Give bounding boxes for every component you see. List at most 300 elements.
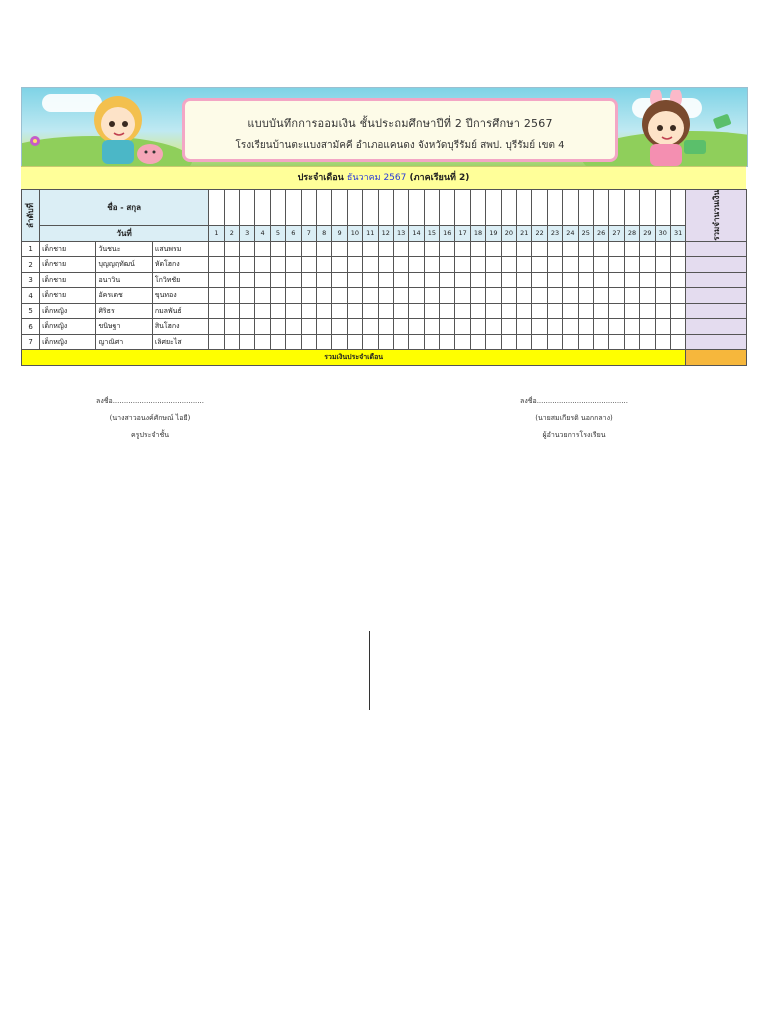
day-header-blank bbox=[624, 190, 639, 226]
deposit-cell[interactable] bbox=[640, 319, 655, 335]
deposit-cell[interactable] bbox=[547, 272, 562, 288]
deposit-cell[interactable] bbox=[286, 272, 301, 288]
deposit-cell[interactable] bbox=[332, 241, 347, 257]
deposit-cell[interactable] bbox=[332, 288, 347, 304]
deposit-cell[interactable] bbox=[440, 257, 455, 273]
day-header-blank bbox=[640, 190, 655, 226]
day-header-blank bbox=[301, 190, 316, 226]
deposit-cell[interactable] bbox=[224, 288, 239, 304]
deposit-cell[interactable] bbox=[440, 319, 455, 335]
monthly-sum-label: รวมเงินประจำเดือน bbox=[22, 350, 686, 366]
day-number: 20 bbox=[501, 226, 516, 242]
deposit-cell[interactable] bbox=[486, 303, 501, 319]
deposit-cell[interactable] bbox=[532, 272, 547, 288]
deposit-cell[interactable] bbox=[286, 257, 301, 273]
deposit-cell[interactable] bbox=[270, 272, 285, 288]
row-total-cell[interactable] bbox=[686, 303, 747, 319]
deposit-cell[interactable] bbox=[255, 241, 270, 257]
deposit-cell[interactable] bbox=[624, 288, 639, 304]
deposit-cell[interactable] bbox=[486, 272, 501, 288]
deposit-cell[interactable] bbox=[393, 319, 408, 335]
deposit-cell[interactable] bbox=[363, 303, 378, 319]
deposit-cell[interactable] bbox=[316, 288, 331, 304]
deposit-cell[interactable] bbox=[347, 319, 362, 335]
deposit-cell[interactable] bbox=[563, 334, 578, 350]
deposit-cell[interactable] bbox=[255, 303, 270, 319]
deposit-cell[interactable] bbox=[624, 272, 639, 288]
deposit-cell[interactable] bbox=[209, 257, 224, 273]
signature-left bbox=[90, 393, 210, 444]
student-last-name: โกวิทชัย bbox=[152, 272, 208, 288]
day-number: 11 bbox=[363, 226, 378, 242]
day-header-blank bbox=[224, 190, 239, 226]
deposit-cell[interactable] bbox=[547, 334, 562, 350]
deposit-cell[interactable] bbox=[440, 334, 455, 350]
deposit-cell[interactable] bbox=[270, 257, 285, 273]
day-number: 13 bbox=[393, 226, 408, 242]
day-number: 8 bbox=[316, 226, 331, 242]
deposit-cell[interactable] bbox=[609, 288, 624, 304]
deposit-cell[interactable] bbox=[209, 303, 224, 319]
deposit-cell[interactable] bbox=[593, 257, 608, 273]
deposit-cell[interactable] bbox=[640, 334, 655, 350]
day-number: 16 bbox=[440, 226, 455, 242]
deposit-cell[interactable] bbox=[347, 303, 362, 319]
student-last-name: กมลพันธ์ bbox=[152, 303, 208, 319]
deposit-cell[interactable] bbox=[563, 257, 578, 273]
savings-table bbox=[21, 189, 747, 366]
deposit-cell[interactable] bbox=[670, 272, 685, 288]
deposit-cell[interactable] bbox=[640, 272, 655, 288]
deposit-cell[interactable] bbox=[240, 319, 255, 335]
day-header-blank bbox=[655, 190, 670, 226]
row-total-cell[interactable] bbox=[686, 288, 747, 304]
student-last-name: เลิศยะไส bbox=[152, 334, 208, 350]
deposit-cell[interactable] bbox=[316, 257, 331, 273]
deposit-cell[interactable] bbox=[532, 241, 547, 257]
deposit-cell[interactable] bbox=[255, 288, 270, 304]
deposit-cell[interactable] bbox=[593, 319, 608, 335]
deposit-cell[interactable] bbox=[363, 241, 378, 257]
deposit-cell[interactable] bbox=[209, 334, 224, 350]
deposit-cell[interactable] bbox=[532, 334, 547, 350]
deposit-cell[interactable] bbox=[563, 319, 578, 335]
deposit-cell[interactable] bbox=[286, 319, 301, 335]
row-total-cell[interactable] bbox=[686, 334, 747, 350]
day-number: 6 bbox=[286, 226, 301, 242]
deposit-cell[interactable] bbox=[424, 319, 439, 335]
deposit-cell[interactable] bbox=[655, 272, 670, 288]
deposit-cell[interactable] bbox=[240, 303, 255, 319]
deposit-cell[interactable] bbox=[347, 272, 362, 288]
signer-name-left: (นางสาวอนงค์ศักษณ์ ไอยี) bbox=[109, 414, 191, 422]
student-prefix: เด็กชาย bbox=[40, 272, 96, 288]
deposit-cell[interactable] bbox=[393, 272, 408, 288]
deposit-cell[interactable] bbox=[301, 334, 316, 350]
deposit-cell[interactable] bbox=[224, 272, 239, 288]
deposit-cell[interactable] bbox=[593, 303, 608, 319]
deposit-cell[interactable] bbox=[270, 288, 285, 304]
student-first-name: ญาณิศา bbox=[96, 334, 152, 350]
deposit-cell[interactable] bbox=[378, 319, 393, 335]
row-number: 2 bbox=[22, 257, 40, 273]
deposit-cell[interactable] bbox=[609, 257, 624, 273]
deposit-cell[interactable] bbox=[532, 319, 547, 335]
deposit-cell[interactable] bbox=[517, 288, 532, 304]
student-last-name: หัดโฮกง bbox=[152, 257, 208, 273]
deposit-cell[interactable] bbox=[455, 303, 470, 319]
deposit-cell[interactable] bbox=[378, 334, 393, 350]
day-header-blank bbox=[363, 190, 378, 226]
deposit-cell[interactable] bbox=[255, 334, 270, 350]
row-total-cell[interactable] bbox=[686, 272, 747, 288]
day-header-blank bbox=[255, 190, 270, 226]
deposit-cell[interactable] bbox=[409, 303, 424, 319]
deposit-cell[interactable] bbox=[455, 334, 470, 350]
deposit-cell[interactable] bbox=[209, 288, 224, 304]
deposit-cell[interactable] bbox=[209, 319, 224, 335]
month-value: ธันวาคม 2567 bbox=[346, 173, 407, 183]
student-last-name: ขุนทอง bbox=[152, 288, 208, 304]
student-first-name: วันชนะ bbox=[96, 241, 152, 257]
deposit-cell[interactable] bbox=[609, 334, 624, 350]
deposit-cell[interactable] bbox=[470, 241, 485, 257]
deposit-cell[interactable] bbox=[578, 241, 593, 257]
deposit-cell[interactable] bbox=[655, 257, 670, 273]
deposit-cell[interactable] bbox=[517, 272, 532, 288]
day-number: 26 bbox=[593, 226, 608, 242]
deposit-cell[interactable] bbox=[286, 288, 301, 304]
deposit-cell[interactable] bbox=[624, 303, 639, 319]
deposit-cell[interactable] bbox=[501, 303, 516, 319]
deposit-cell[interactable] bbox=[270, 319, 285, 335]
deposit-cell[interactable] bbox=[501, 288, 516, 304]
deposit-cell[interactable] bbox=[393, 288, 408, 304]
day-number: 18 bbox=[470, 226, 485, 242]
deposit-cell[interactable] bbox=[332, 319, 347, 335]
deposit-cell[interactable] bbox=[270, 334, 285, 350]
deposit-cell[interactable] bbox=[501, 319, 516, 335]
deposit-cell[interactable] bbox=[393, 257, 408, 273]
deposit-cell[interactable] bbox=[270, 303, 285, 319]
day-header-blank bbox=[578, 190, 593, 226]
deposit-cell[interactable] bbox=[547, 257, 562, 273]
deposit-cell[interactable] bbox=[547, 241, 562, 257]
deposit-cell[interactable] bbox=[332, 272, 347, 288]
deposit-cell[interactable] bbox=[270, 241, 285, 257]
deposit-cell[interactable] bbox=[378, 288, 393, 304]
deposit-cell[interactable] bbox=[455, 272, 470, 288]
deposit-cell[interactable] bbox=[578, 257, 593, 273]
day-number: 17 bbox=[455, 226, 470, 242]
deposit-cell[interactable] bbox=[547, 303, 562, 319]
day-header-blank bbox=[378, 190, 393, 226]
day-header-blank bbox=[593, 190, 608, 226]
row-total-cell[interactable] bbox=[686, 257, 747, 273]
column-header-index bbox=[22, 190, 40, 242]
day-header-blank bbox=[270, 190, 285, 226]
deposit-cell[interactable] bbox=[624, 319, 639, 335]
deposit-cell[interactable] bbox=[409, 272, 424, 288]
deposit-cell[interactable] bbox=[501, 272, 516, 288]
deposit-cell[interactable] bbox=[655, 288, 670, 304]
deposit-cell[interactable] bbox=[255, 257, 270, 273]
index-header-label: ลำดับที่ bbox=[26, 202, 36, 228]
deposit-cell[interactable] bbox=[517, 303, 532, 319]
deposit-cell[interactable] bbox=[240, 241, 255, 257]
deposit-cell[interactable] bbox=[640, 257, 655, 273]
deposit-cell[interactable] bbox=[670, 319, 685, 335]
deposit-cell[interactable] bbox=[670, 241, 685, 257]
deposit-cell[interactable] bbox=[609, 303, 624, 319]
deposit-cell[interactable] bbox=[301, 241, 316, 257]
deposit-cell[interactable] bbox=[501, 257, 516, 273]
deposit-cell[interactable] bbox=[224, 303, 239, 319]
deposit-cell[interactable] bbox=[470, 319, 485, 335]
deposit-cell[interactable] bbox=[347, 241, 362, 257]
deposit-cell[interactable] bbox=[409, 257, 424, 273]
deposit-cell[interactable] bbox=[563, 241, 578, 257]
deposit-cell[interactable] bbox=[609, 241, 624, 257]
deposit-cell[interactable] bbox=[347, 257, 362, 273]
deposit-cell[interactable] bbox=[593, 334, 608, 350]
deposit-cell[interactable] bbox=[470, 303, 485, 319]
deposit-cell[interactable] bbox=[347, 334, 362, 350]
deposit-cell[interactable] bbox=[440, 303, 455, 319]
table-row bbox=[22, 272, 747, 288]
deposit-cell[interactable] bbox=[255, 272, 270, 288]
day-number: 4 bbox=[255, 226, 270, 242]
deposit-cell[interactable] bbox=[255, 319, 270, 335]
day-number: 30 bbox=[655, 226, 670, 242]
deposit-cell[interactable] bbox=[301, 319, 316, 335]
deposit-cell[interactable] bbox=[655, 334, 670, 350]
deposit-cell[interactable] bbox=[517, 319, 532, 335]
deposit-cell[interactable] bbox=[240, 272, 255, 288]
deposit-cell[interactable] bbox=[409, 334, 424, 350]
deposit-cell[interactable] bbox=[563, 303, 578, 319]
column-header-total bbox=[686, 190, 747, 242]
day-number: 5 bbox=[270, 226, 285, 242]
deposit-cell[interactable] bbox=[409, 319, 424, 335]
deposit-cell[interactable] bbox=[593, 241, 608, 257]
deposit-cell[interactable] bbox=[517, 241, 532, 257]
deposit-cell[interactable] bbox=[624, 334, 639, 350]
deposit-cell[interactable] bbox=[378, 272, 393, 288]
deposit-cell[interactable] bbox=[363, 272, 378, 288]
deposit-cell[interactable] bbox=[670, 288, 685, 304]
day-header-blank bbox=[532, 190, 547, 226]
deposit-cell[interactable] bbox=[286, 241, 301, 257]
header-banner bbox=[21, 87, 748, 167]
table-row bbox=[22, 241, 747, 257]
deposit-cell[interactable] bbox=[316, 334, 331, 350]
deposit-cell[interactable] bbox=[316, 241, 331, 257]
deposit-cell[interactable] bbox=[517, 257, 532, 273]
deposit-cell[interactable] bbox=[455, 257, 470, 273]
deposit-cell[interactable] bbox=[224, 241, 239, 257]
deposit-cell[interactable] bbox=[378, 241, 393, 257]
deposit-cell[interactable] bbox=[486, 257, 501, 273]
deposit-cell[interactable] bbox=[240, 288, 255, 304]
deposit-cell[interactable] bbox=[440, 288, 455, 304]
student-first-name: อนาวิน bbox=[96, 272, 152, 288]
deposit-cell[interactable] bbox=[286, 303, 301, 319]
deposit-cell[interactable] bbox=[440, 241, 455, 257]
deposit-cell[interactable] bbox=[578, 272, 593, 288]
deposit-cell[interactable] bbox=[209, 272, 224, 288]
deposit-cell[interactable] bbox=[363, 319, 378, 335]
row-number: 7 bbox=[22, 334, 40, 350]
row-total-cell[interactable] bbox=[686, 319, 747, 335]
school-subtitle: โรงเรียนบ้านตะแบงสามัคคี อำเภอแคนดง จังหวัดบุรีรัมย์ สพป. บุรีรัมย์ เขต 4 bbox=[235, 140, 565, 151]
student-first-name: บุญญฤทัฒน์ bbox=[96, 257, 152, 273]
deposit-cell[interactable] bbox=[640, 303, 655, 319]
deposit-cell[interactable] bbox=[593, 288, 608, 304]
day-number: 21 bbox=[517, 226, 532, 242]
deposit-cell[interactable] bbox=[486, 241, 501, 257]
deposit-cell[interactable] bbox=[378, 303, 393, 319]
deposit-cell[interactable] bbox=[393, 334, 408, 350]
deposit-cell[interactable] bbox=[655, 303, 670, 319]
row-number: 4 bbox=[22, 288, 40, 304]
deposit-cell[interactable] bbox=[517, 334, 532, 350]
day-header-blank bbox=[486, 190, 501, 226]
deposit-cell[interactable] bbox=[670, 303, 685, 319]
deposit-cell[interactable] bbox=[424, 303, 439, 319]
deposit-cell[interactable] bbox=[640, 241, 655, 257]
deposit-cell[interactable] bbox=[363, 334, 378, 350]
day-number: 23 bbox=[547, 226, 562, 242]
deposit-cell[interactable] bbox=[470, 272, 485, 288]
deposit-cell[interactable] bbox=[547, 319, 562, 335]
deposit-cell[interactable] bbox=[609, 272, 624, 288]
deposit-cell[interactable] bbox=[547, 288, 562, 304]
deposit-cell[interactable] bbox=[532, 303, 547, 319]
deposit-cell[interactable] bbox=[301, 303, 316, 319]
deposit-cell[interactable] bbox=[470, 334, 485, 350]
deposit-cell[interactable] bbox=[578, 319, 593, 335]
student-last-name: แสนพรม bbox=[152, 241, 208, 257]
deposit-cell[interactable] bbox=[470, 288, 485, 304]
deposit-cell[interactable] bbox=[363, 288, 378, 304]
deposit-cell[interactable] bbox=[393, 241, 408, 257]
deposit-cell[interactable] bbox=[424, 257, 439, 273]
deposit-cell[interactable] bbox=[409, 288, 424, 304]
day-number: 19 bbox=[486, 226, 501, 242]
monthly-sum-value[interactable] bbox=[686, 350, 747, 366]
deposit-cell[interactable] bbox=[670, 257, 685, 273]
deposit-cell[interactable] bbox=[224, 334, 239, 350]
deposit-cell[interactable] bbox=[240, 257, 255, 273]
student-first-name: ขนิษฐา bbox=[96, 319, 152, 335]
deposit-cell[interactable] bbox=[486, 319, 501, 335]
deposit-cell[interactable] bbox=[378, 257, 393, 273]
deposit-cell[interactable] bbox=[455, 241, 470, 257]
deposit-cell[interactable] bbox=[240, 334, 255, 350]
deposit-cell[interactable] bbox=[578, 288, 593, 304]
row-total-cell[interactable] bbox=[686, 241, 747, 257]
deposit-cell[interactable] bbox=[409, 241, 424, 257]
deposit-cell[interactable] bbox=[593, 272, 608, 288]
monthly-sum-row bbox=[22, 350, 747, 366]
girl-illustration-left bbox=[84, 92, 174, 166]
deposit-cell[interactable] bbox=[209, 241, 224, 257]
deposit-cell[interactable] bbox=[624, 257, 639, 273]
student-prefix: เด็กหญิง bbox=[40, 319, 96, 335]
divider-line bbox=[369, 631, 370, 710]
deposit-cell[interactable] bbox=[316, 303, 331, 319]
deposit-cell[interactable] bbox=[424, 288, 439, 304]
deposit-cell[interactable] bbox=[470, 257, 485, 273]
deposit-cell[interactable] bbox=[424, 272, 439, 288]
day-number: 15 bbox=[424, 226, 439, 242]
deposit-cell[interactable] bbox=[655, 241, 670, 257]
deposit-cell[interactable] bbox=[655, 319, 670, 335]
deposit-cell[interactable] bbox=[347, 288, 362, 304]
deposit-cell[interactable] bbox=[563, 272, 578, 288]
deposit-cell[interactable] bbox=[393, 303, 408, 319]
form-title: แบบบันทึกการออมเงิน ชั้นประถมศึกษาปีที่ 2 ปีการศึกษา 2567 bbox=[247, 117, 553, 130]
day-number: 24 bbox=[563, 226, 578, 242]
deposit-cell[interactable] bbox=[455, 319, 470, 335]
deposit-cell[interactable] bbox=[455, 288, 470, 304]
deposit-cell[interactable] bbox=[363, 257, 378, 273]
day-number: 25 bbox=[578, 226, 593, 242]
deposit-cell[interactable] bbox=[501, 241, 516, 257]
deposit-cell[interactable] bbox=[501, 334, 516, 350]
deposit-cell[interactable] bbox=[486, 334, 501, 350]
day-header-blank bbox=[470, 190, 485, 226]
column-header-date: วันที่ bbox=[40, 226, 209, 242]
signature-right bbox=[512, 393, 636, 444]
deposit-cell[interactable] bbox=[332, 257, 347, 273]
day-header-blank bbox=[517, 190, 532, 226]
deposit-cell[interactable] bbox=[578, 334, 593, 350]
deposit-cell[interactable] bbox=[670, 334, 685, 350]
day-header-blank bbox=[547, 190, 562, 226]
deposit-cell[interactable] bbox=[301, 288, 316, 304]
day-number: 28 bbox=[624, 226, 639, 242]
deposit-cell[interactable] bbox=[332, 303, 347, 319]
deposit-cell[interactable] bbox=[486, 288, 501, 304]
deposit-cell[interactable] bbox=[332, 334, 347, 350]
day-header-blank bbox=[455, 190, 470, 226]
deposit-cell[interactable] bbox=[224, 319, 239, 335]
day-number: 31 bbox=[670, 226, 685, 242]
deposit-cell[interactable] bbox=[424, 334, 439, 350]
girl-illustration-right bbox=[632, 90, 742, 166]
deposit-cell[interactable] bbox=[301, 257, 316, 273]
day-number: 9 bbox=[332, 226, 347, 242]
deposit-cell[interactable] bbox=[532, 257, 547, 273]
deposit-cell[interactable] bbox=[286, 334, 301, 350]
deposit-cell[interactable] bbox=[316, 272, 331, 288]
deposit-cell[interactable] bbox=[563, 288, 578, 304]
deposit-cell[interactable] bbox=[532, 288, 547, 304]
deposit-cell[interactable] bbox=[609, 319, 624, 335]
flower-icon bbox=[28, 134, 42, 148]
deposit-cell[interactable] bbox=[224, 257, 239, 273]
deposit-cell[interactable] bbox=[440, 272, 455, 288]
deposit-cell[interactable] bbox=[640, 288, 655, 304]
deposit-cell[interactable] bbox=[578, 303, 593, 319]
deposit-cell[interactable] bbox=[301, 272, 316, 288]
deposit-cell[interactable] bbox=[424, 241, 439, 257]
day-header-blank bbox=[347, 190, 362, 226]
deposit-cell[interactable] bbox=[316, 319, 331, 335]
deposit-cell[interactable] bbox=[624, 241, 639, 257]
